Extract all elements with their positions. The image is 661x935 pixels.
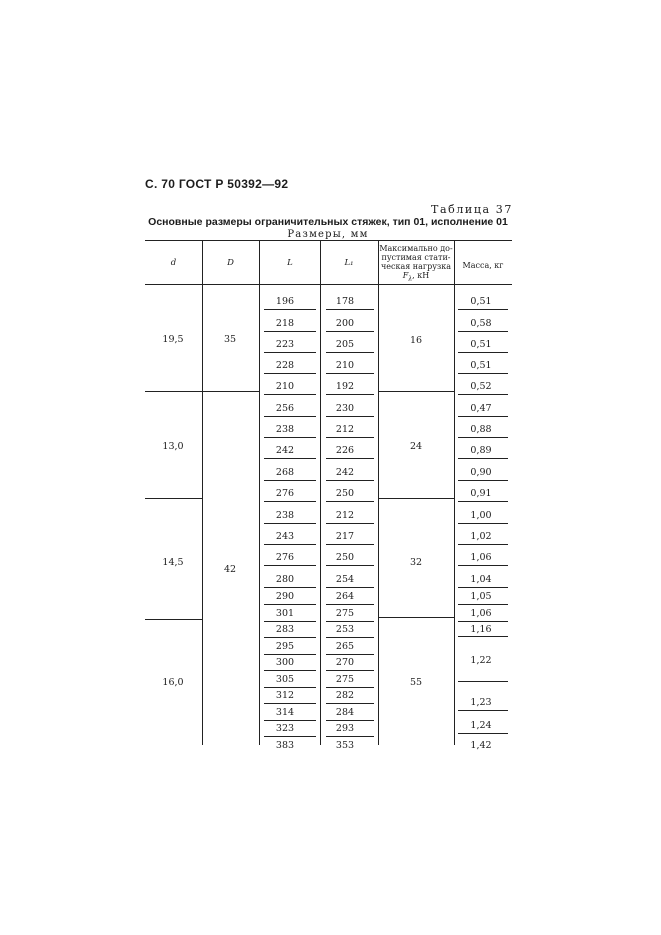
cell-L: 238 — [275, 510, 295, 521]
cell-L1: 178 — [335, 296, 355, 307]
group-d: 13,0 — [162, 441, 184, 452]
page-header: С. 70 ГОСТ Р 50392—92 — [145, 177, 289, 191]
cell-L: 243 — [275, 531, 295, 542]
row-underline — [458, 587, 508, 588]
cell-L: 305 — [275, 674, 295, 685]
cell-L1: 230 — [335, 403, 355, 414]
row-underline — [264, 654, 316, 655]
row-underline — [458, 544, 508, 545]
header-bottom-border — [145, 284, 512, 285]
cell-mass: 1,42 — [470, 740, 492, 751]
cell-L: 218 — [275, 318, 295, 329]
cell-mass: 0,52 — [470, 381, 492, 392]
row-underline — [326, 654, 374, 655]
cell-L: 238 — [275, 424, 295, 435]
cell-mass: 0,51 — [470, 296, 492, 307]
col-header-L: L — [287, 258, 293, 268]
row-underline — [458, 501, 508, 502]
cell-L: 280 — [275, 574, 295, 585]
row-underline — [458, 309, 508, 310]
group-d: 16,0 — [162, 677, 184, 688]
cell-L: 276 — [275, 488, 295, 499]
cell-L1: 264 — [335, 591, 355, 602]
row-underline — [326, 637, 374, 638]
row-underline — [458, 681, 508, 682]
cell-mass: 1,16 — [470, 624, 492, 635]
group-load: 24 — [409, 441, 423, 452]
cell-L1: 275 — [335, 608, 355, 619]
row-underline — [326, 703, 374, 704]
group-d: 14,5 — [162, 557, 184, 568]
row-underline — [264, 736, 316, 737]
row-underline — [264, 604, 316, 605]
row-underline — [326, 736, 374, 737]
row-underline — [264, 703, 316, 704]
cell-L1: 270 — [335, 657, 355, 668]
cell-L: 323 — [275, 723, 295, 734]
row-underline — [264, 331, 316, 332]
row-underline — [264, 544, 316, 545]
cell-L: 290 — [275, 591, 295, 602]
cell-L1: 250 — [335, 552, 355, 563]
cell-L1: 250 — [335, 488, 355, 499]
cell-L1: 212 — [335, 510, 355, 521]
col-header-d: d — [170, 258, 177, 268]
row-underline — [326, 331, 374, 332]
row-underline — [458, 604, 508, 605]
row-underline — [326, 670, 374, 671]
cell-mass: 0,90 — [470, 467, 492, 478]
row-underline — [264, 437, 316, 438]
row-underline — [264, 621, 316, 622]
col-header-load: Максимально до- пустимая стати- ческая нагрузка $F_\lambda$, кН — [379, 244, 453, 283]
cell-L: 210 — [275, 381, 295, 392]
row-underline — [326, 416, 374, 417]
cell-mass: 1,23 — [470, 697, 492, 708]
row-underline — [458, 480, 508, 481]
group-load: 55 — [409, 677, 423, 688]
cell-L: 314 — [275, 707, 295, 718]
row-underline — [458, 710, 508, 711]
cell-L1: 210 — [335, 360, 355, 371]
cell-L1: 200 — [335, 318, 355, 329]
cell-L1: 284 — [335, 707, 355, 718]
row-underline — [264, 523, 316, 524]
cell-L: 268 — [275, 467, 295, 478]
group-load: 16 — [409, 335, 423, 346]
row-underline — [458, 458, 508, 459]
cell-L1: 254 — [335, 574, 355, 585]
row-underline — [326, 480, 374, 481]
cell-mass: 0,58 — [470, 318, 492, 329]
row-underline — [458, 636, 508, 637]
row-underline — [458, 373, 508, 374]
cell-L: 383 — [275, 740, 295, 751]
cell-mass: 0,91 — [470, 488, 492, 499]
row-underline — [326, 565, 374, 566]
row-underline — [458, 394, 508, 395]
cell-L1: 353 — [335, 740, 355, 751]
group-d: 19,5 — [162, 334, 184, 345]
cell-L1: 212 — [335, 424, 355, 435]
cell-L: 312 — [275, 690, 295, 701]
row-underline — [326, 309, 374, 310]
cell-L1: 242 — [335, 467, 355, 478]
table-top-border — [145, 240, 512, 241]
row-underline — [458, 416, 508, 417]
cell-mass: 1,00 — [470, 510, 492, 521]
cell-mass: 0,47 — [470, 403, 492, 414]
row-underline — [326, 437, 374, 438]
cell-L1: 282 — [335, 690, 355, 701]
cell-L: 301 — [275, 608, 295, 619]
row-underline — [264, 501, 316, 502]
row-underline — [326, 720, 374, 721]
cell-mass: 1,05 — [470, 591, 492, 602]
row-underline — [326, 394, 374, 395]
row-underline — [264, 637, 316, 638]
cell-mass: 1,06 — [470, 552, 492, 563]
cell-L: 283 — [275, 624, 295, 635]
cell-mass: 0,88 — [470, 424, 492, 435]
cell-L1: 192 — [335, 381, 355, 392]
cell-L: 276 — [275, 552, 295, 563]
group-D: 35 — [223, 334, 237, 345]
row-underline — [264, 309, 316, 310]
cell-mass: 0,89 — [470, 445, 492, 456]
row-underline — [458, 523, 508, 524]
row-underline — [264, 394, 316, 395]
row-underline — [326, 621, 374, 622]
row-underline — [264, 670, 316, 671]
cell-L1: 253 — [335, 624, 355, 635]
cell-L1: 217 — [335, 531, 355, 542]
row-underline — [458, 437, 508, 438]
table-number: Таблица 37 — [431, 203, 513, 216]
group-D: 42 — [223, 564, 237, 575]
cell-L: 223 — [275, 339, 295, 350]
row-underline — [326, 544, 374, 545]
row-underline — [326, 501, 374, 502]
row-underline — [264, 458, 316, 459]
row-underline — [458, 565, 508, 566]
cell-mass: 1,04 — [470, 574, 492, 585]
cell-L1: 205 — [335, 339, 355, 350]
cell-L1: 293 — [335, 723, 355, 734]
row-underline — [326, 687, 374, 688]
row-underline — [264, 416, 316, 417]
cell-L: 228 — [275, 360, 295, 371]
row-underline — [326, 373, 374, 374]
row-underline — [264, 587, 316, 588]
cell-mass: 1,02 — [470, 531, 492, 542]
col-header-mass: Масса, кг — [462, 261, 504, 270]
cell-L: 256 — [275, 403, 295, 414]
col-header-D: D — [227, 258, 234, 268]
row-underline — [264, 373, 316, 374]
cell-L1: 226 — [335, 445, 355, 456]
row-underline — [458, 733, 508, 734]
cell-L: 242 — [275, 445, 295, 456]
row-underline — [326, 587, 374, 588]
row-underline — [264, 565, 316, 566]
cell-L1: 275 — [335, 674, 355, 685]
row-underline — [326, 458, 374, 459]
group-load: 32 — [409, 557, 423, 568]
cell-mass: 1,06 — [470, 608, 492, 619]
cell-mass: 1,24 — [470, 720, 492, 731]
cell-L: 300 — [275, 657, 295, 668]
cell-mass: 0,51 — [470, 339, 492, 350]
row-underline — [264, 720, 316, 721]
row-underline — [264, 352, 316, 353]
row-underline — [326, 604, 374, 605]
row-underline — [264, 687, 316, 688]
row-underline — [264, 480, 316, 481]
cell-L: 295 — [275, 641, 295, 652]
cell-L1: 265 — [335, 641, 355, 652]
row-underline — [458, 331, 508, 332]
cell-L: 196 — [275, 296, 295, 307]
row-underline — [458, 352, 508, 353]
cell-mass: 1,22 — [470, 655, 492, 666]
col-header-L1: L₁ — [344, 258, 354, 268]
table-title: Основные размеры ограничительных стяжек, тип 01, исполнение 01 — [148, 216, 508, 228]
row-underline — [326, 352, 374, 353]
cell-mass: 0,51 — [470, 360, 492, 371]
row-underline — [458, 621, 508, 622]
table-units: Размеры, мм — [287, 229, 369, 240]
row-underline — [326, 523, 374, 524]
